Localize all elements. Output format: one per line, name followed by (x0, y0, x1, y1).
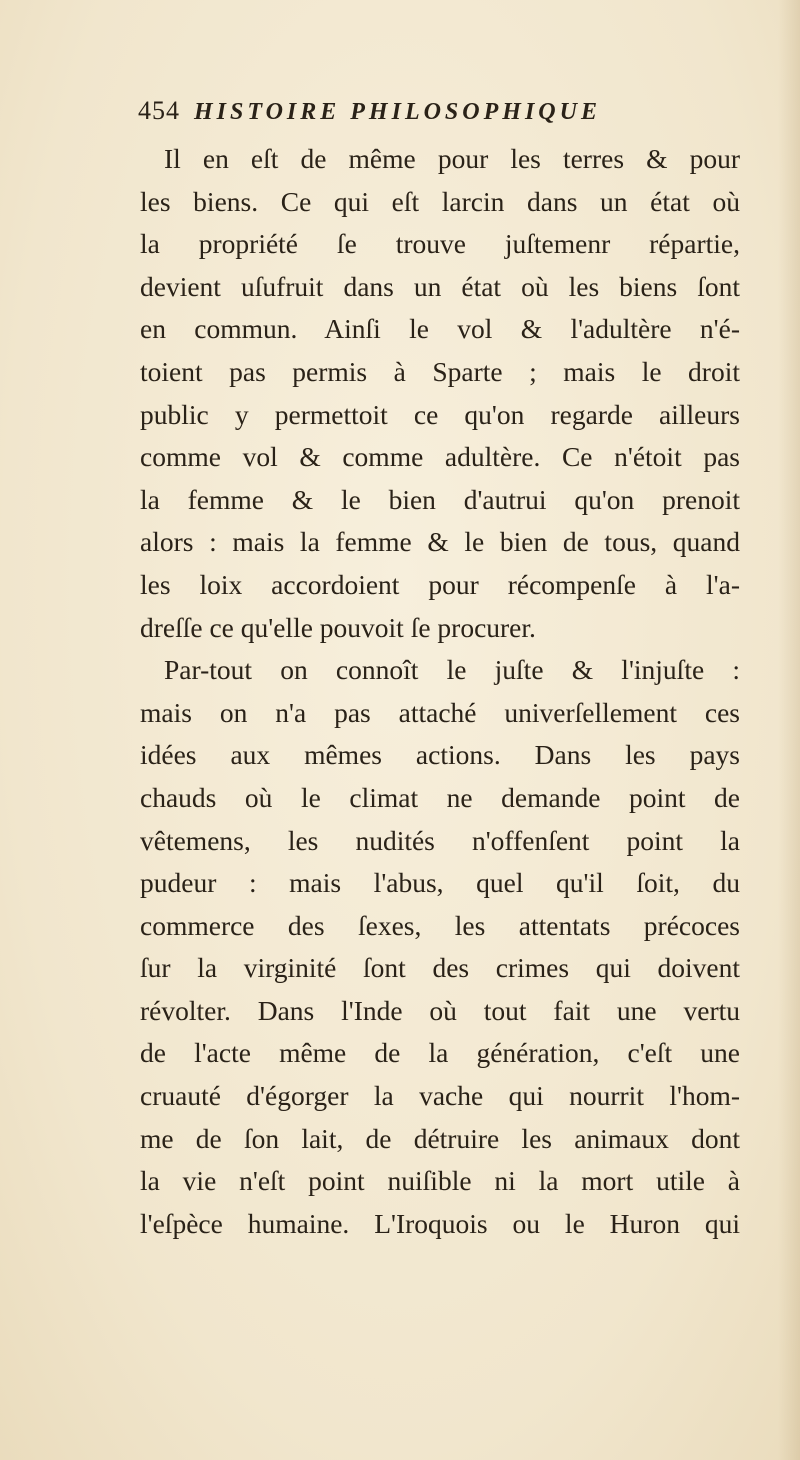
page-header (138, 96, 728, 128)
text-line: de l'acte même de la génération, c'eſt une (140, 1037, 740, 1069)
text-line: devient uſufruit dans un état où les biens ſont (140, 270, 740, 302)
text-line: idées aux mêmes actions. Dans les pays (140, 739, 740, 771)
text-line: dreſſe ce qu'elle pouvoit ſe procurer. (140, 611, 536, 643)
text-line: Par-tout on connoît le juſte & l'injuſte : (164, 654, 740, 686)
text-line: me de ſon lait, de détruire les animaux dont (140, 1122, 740, 1154)
running-head: HISTOIRE PHILOSOPHIQUE (194, 99, 601, 125)
text-line: comme vol & comme adultère. Ce n'étoit pas (140, 441, 740, 473)
text-line: mais on n'a pas attaché univerſellement ces (140, 696, 740, 728)
page-edge-shadow (778, 0, 800, 1460)
text-line: commerce des ſexes, les attentats précoces (140, 909, 740, 941)
text-line: vêtemens, les nudités n'offenſent point la (140, 824, 740, 856)
text-line: l'eſpèce humaine. L'Iroquois ou le Huron qui (140, 1207, 740, 1239)
text-line: toient pas permis à Sparte ; mais le droit (140, 355, 740, 387)
text-line: la propriété ſe trouve juſtemenr répartie, (140, 228, 740, 260)
text-line: la femme & le bien d'autrui qu'on prenoit (140, 483, 740, 515)
text-line: les loix accordoient pour récompenſe à l'a- (140, 568, 740, 600)
text-line: la vie n'eſt point nuiſible ni la mort utile à (140, 1165, 740, 1197)
text-line: alors : mais la femme & le bien de tous, quand (140, 526, 740, 558)
text-line: pudeur : mais l'abus, quel qu'il ſoit, du (140, 867, 740, 899)
text-line: chauds où le climat ne demande point de (140, 781, 740, 813)
text-line: public y permettoit ce qu'on regarde ailleurs (140, 398, 740, 430)
body-text (140, 138, 740, 1245)
text-line: les biens. Ce qui eſt larcin dans un état où (140, 185, 740, 217)
text-line: cruauté d'égorger la vache qui nourrit l'hom- (140, 1080, 740, 1112)
text-line: en commun. Ainſi le vol & l'adultère n'é- (140, 313, 740, 345)
text-line: ſur la virginité ſont des crimes qui doivent (140, 952, 740, 984)
text-line: révolter. Dans l'Inde où tout fait une vertu (140, 994, 740, 1026)
text-line: Il en eſt de même pour les terres & pour (164, 143, 740, 174)
page-number: 454 (138, 96, 180, 125)
